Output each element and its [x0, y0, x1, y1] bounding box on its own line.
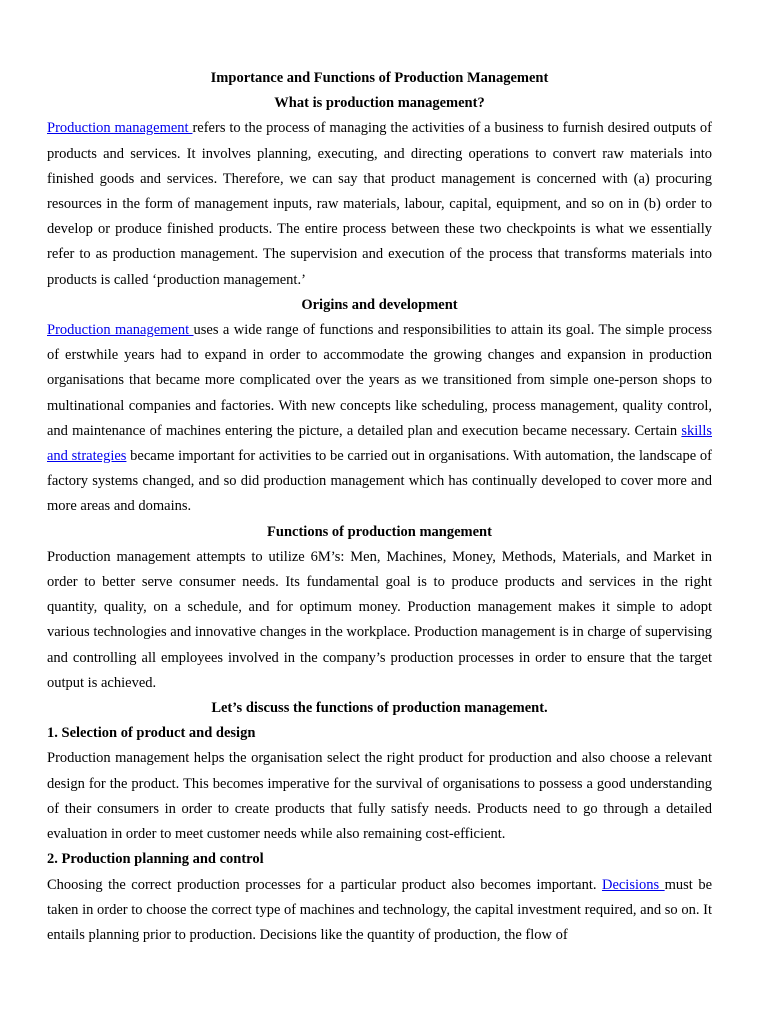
- paragraph-selection: Production management helps the organisation select the right product for production and also choose a relevant design for the product. This becomes imperative for the survival of organisations to possess a good understanding of their consumers in order to create products that fully satisfy needs. Products need to go through a detailed evaluation in order to meet customer needs while also remaining cost-efficient.: [47, 750, 712, 843]
- paragraph-origins: [47, 318, 712, 520]
- planning-text-2: must be taken in order to choose the correct type of machines and technology, the capital investment required, and so on. It entails planning prior to production. Decisions like the quantity of production, the flow of: [47, 876, 713, 943]
- paragraph-planning: [47, 873, 712, 949]
- heading-origins: Origins and development: [301, 296, 458, 313]
- origins-text-1: uses a wide range of functions and responsibilities to attain its goal. The simple process of erstwhile years had to expand in order to accommodate the growing changes and expansion in production organisations that became more complicated over the years as we transitioned from simple one-person shops to multinational companies and factories. With new concepts like scheduling, process management, quality control, and maintenance of machines entering the picture, a detailed plan and execution became necessary. Certain: [47, 322, 712, 439]
- what-is-text: refers to the process of managing the activities of a business to furnish desired outputs of products and services. It involves planning, executing, and directing operations to convert raw materials into finished goods and services. Therefore, we can say that product management is concerned with (a) procuring resources in the form of management inputs, raw materials, labour, capital, equipment, and so on in (b) order to develop or produce finished products. The entire process between these two checkpoints is what we essentially refer to as production management. The supervision and execution of the process that transforms materials into products is called ‘production management.’: [47, 120, 712, 288]
- document-page: [47, 66, 712, 948]
- origins-text-2: became important for activities to be carried out in organisations. With automation, the landscape of factory systems changed, and so did production management which has continually developed to cover more and more areas and domains.: [47, 448, 712, 515]
- heading-discuss: Let’s discuss the functions of production management.: [211, 700, 548, 717]
- paragraph-functions: Production management attempts to utilize 6M’s: Men, Machines, Money, Methods, Materials, and Market in order to better serve consumer needs. Its fundamental goal is to produce products and services in the right quantity, quality, on a schedule, and for optimum money. Production management makes it simple to adopt various technologies and innovative changes in the workplace. Production management is in charge of supervising and controlling all employees involved in the company’s production processes in order to ensure that the target output is achieved.: [47, 548, 712, 691]
- heading-selection: 1. Selection of product and design: [47, 725, 256, 742]
- document-title: Importance and Functions of Production Management: [210, 70, 549, 86]
- link-skills-strategies[interactable]: skills and strategies: [47, 422, 712, 465]
- paragraph-what-is: [47, 116, 712, 292]
- link-production-management-1[interactable]: Production management: [47, 120, 193, 137]
- link-production-management-2[interactable]: Production management: [47, 322, 194, 339]
- planning-text-1: Choosing the correct production processes for a particular product also becomes important.: [47, 876, 602, 893]
- link-decisions[interactable]: Decisions: [601, 876, 665, 893]
- heading-functions: Functions of production mangement: [267, 523, 492, 540]
- heading-planning: 2. Production planning and control: [47, 851, 264, 868]
- heading-what-is: What is production management?: [274, 95, 485, 112]
